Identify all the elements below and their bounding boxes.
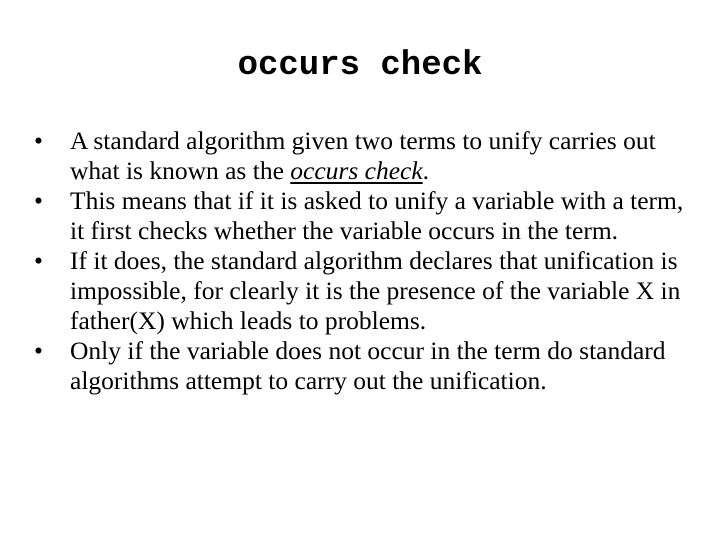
bullet-item bbox=[34, 246, 684, 336]
bullet-text: This means that if it is asked to unify a variable with a term, it first checks whether the variable occurs in the term. bbox=[70, 186, 684, 245]
bullet-text-end: . bbox=[422, 156, 430, 185]
bullet-icon: • bbox=[34, 186, 43, 215]
bullet-text: Only if the variable does not occur in the term do standard algorithms attempt to carry out the unification. bbox=[70, 336, 666, 395]
bullet-list bbox=[34, 126, 684, 396]
bullet-icon: • bbox=[34, 246, 43, 275]
bullet-item bbox=[34, 186, 684, 246]
bullet-text: If it does, the standard algorithm declares that unification is impossible, for clearly it is the presence of the variable X in father(X) which leads to problems. bbox=[70, 246, 681, 335]
bullet-item bbox=[34, 336, 684, 396]
bullet-item bbox=[34, 126, 684, 186]
bullet-text: A standard algorithm given two terms to unify carries out what is known as the bbox=[70, 126, 656, 185]
bullet-icon: • bbox=[34, 336, 43, 365]
bullet-icon: • bbox=[34, 126, 43, 155]
slide-title: occurs check bbox=[237, 47, 483, 85]
emphasized-term: occurs check bbox=[290, 156, 423, 185]
